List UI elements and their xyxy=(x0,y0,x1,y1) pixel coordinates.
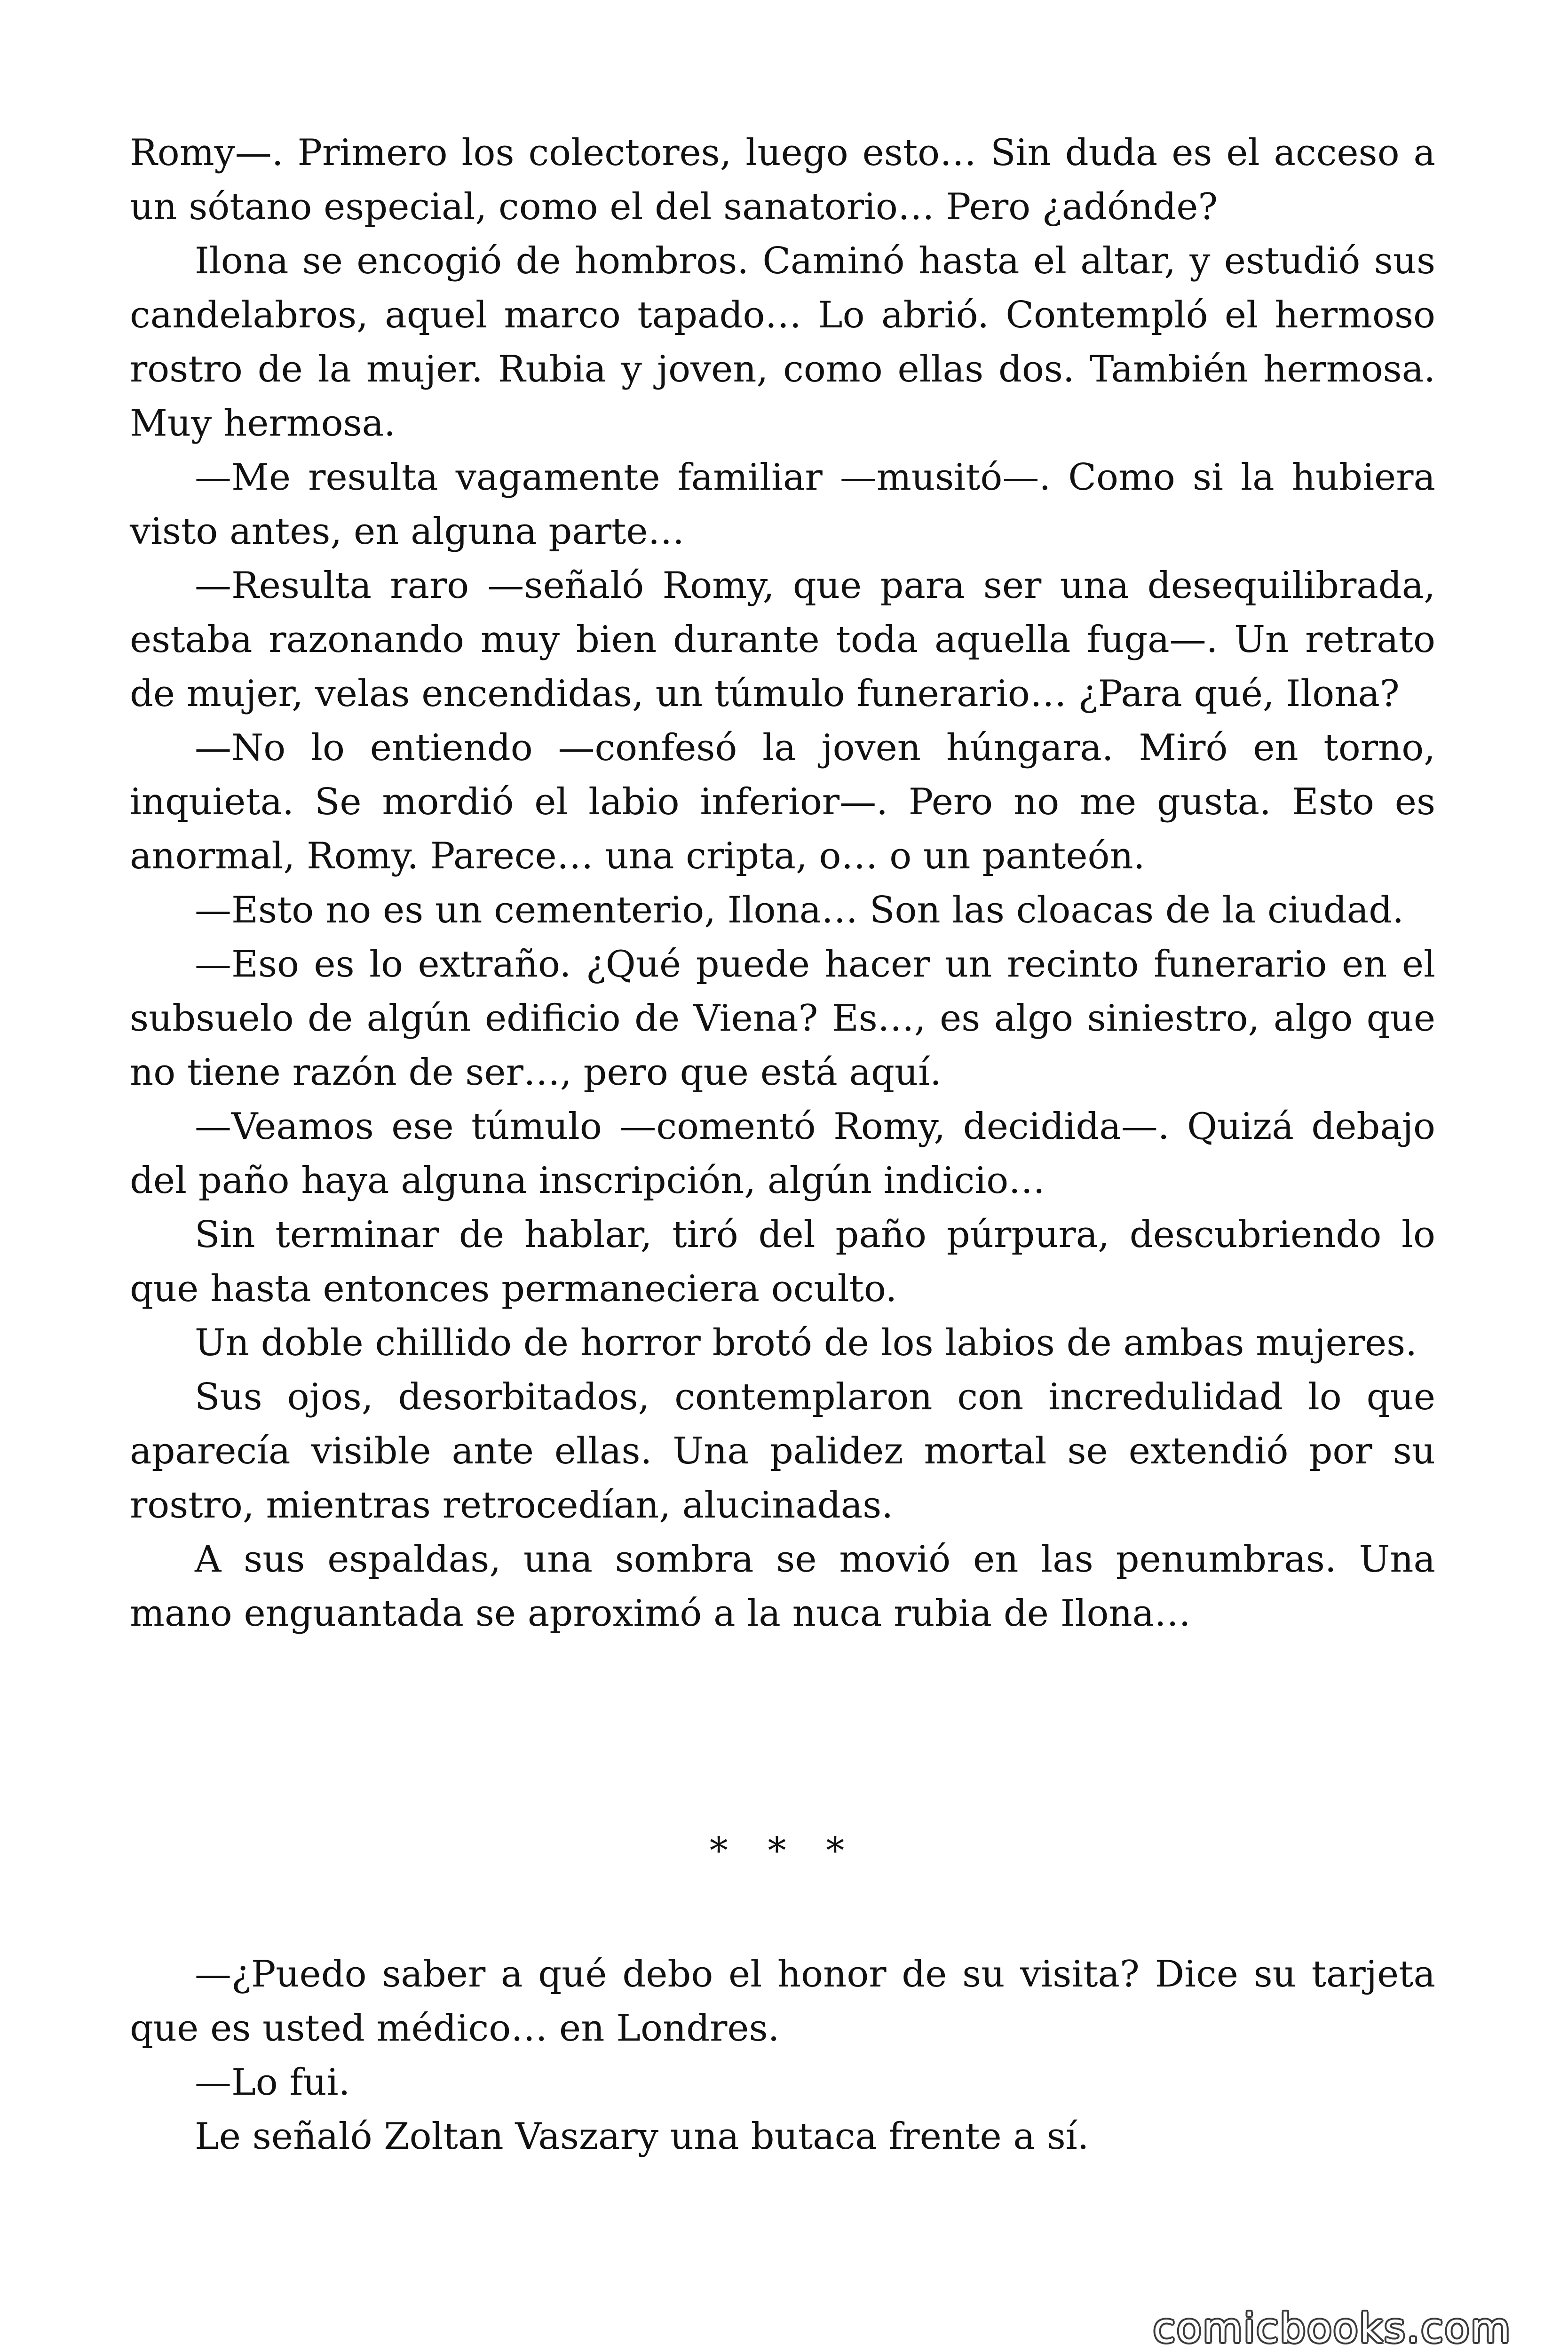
paragraph: —Veamos ese túmulo —comentó Romy, decidida—. Quizá debajo del paño haya alguna inscripción, algún indicio… xyxy=(130,1105,1435,1202)
paragraph: —Resulta raro —señaló Romy, que para ser una desequilibrada, estaba razonando muy bien durante toda aquella fuga—. Un retrato de mujer, velas encendidas, un túmulo funerario… ¿Para qué, Ilona? xyxy=(130,564,1435,715)
paragraph: —¿Puedo saber a qué debo el honor de su visita? Dice su tarjeta que es usted médico… en Londres. xyxy=(130,1953,1435,2050)
paragraph: —No lo entiendo —confesó la joven húngara. Miró en torno, inquieta. Se mordió el labio inferior—. Pero no me gusta. Esto es anormal, Romy. Parece… una cripta, o… o un panteón. xyxy=(130,727,1435,877)
paragraph: —Lo fui. xyxy=(195,2061,350,2104)
watermark: comicbooks.com xyxy=(1153,2305,1512,2352)
paragraph: —Eso es lo extraño. ¿Qué puede hacer un recinto funerario en el subsuelo de algún edificio de Viena? Es…, es algo siniestro, algo que no tiene razón de ser…, pero que está aquí. xyxy=(130,943,1435,1094)
paragraph: Un doble chillido de horror brotó de los labios de ambas mujeres. xyxy=(195,1322,1417,1364)
paragraph: Sin terminar de hablar, tiró del paño púrpura, descubriendo lo que hasta entonces permaneciera oculto. xyxy=(130,1214,1435,1310)
text-block-after-break xyxy=(130,1947,1435,2164)
paragraph: —Esto no es un cementerio, Ilona… Son las cloacas de la ciudad. xyxy=(195,889,1404,931)
paragraph: Ilona se encogió de hombros. Caminó hasta el altar, y estudió sus candelabros, aquel marco tapado… Lo abrió. Contempló el hermoso rostro de la mujer. Rubia y joven, como ellas dos. También hermosa. Muy hermosa. xyxy=(130,240,1435,445)
paragraph: Sus ojos, desorbitados, contemplaron con incredulidad lo que aparecía visible ante ellas. Una palidez mortal se extendió por su rostro, mientras retrocedían, alucinadas. xyxy=(130,1376,1435,1526)
paragraph: Le señaló Zoltan Vaszary una butaca frente a sí. xyxy=(195,2115,1089,2158)
paragraph: A sus espaldas, una sombra se movió en las penumbras. Una mano enguantada se aproximó a la nuca rubia de Ilona… xyxy=(130,1538,1435,1635)
paragraph: —Me resulta vagamente familiar —musitó—. Como si la hubiera visto antes, en alguna parte… xyxy=(130,456,1435,553)
paragraph: Romy—. Primero los colectores, luego esto… Sin duda es el acceso a un sótano especial, como el del sanatorio… Pero ¿adónde? xyxy=(130,132,1435,228)
scene-break: * * * xyxy=(709,1830,859,1872)
text-block-before-break xyxy=(130,126,1435,1641)
